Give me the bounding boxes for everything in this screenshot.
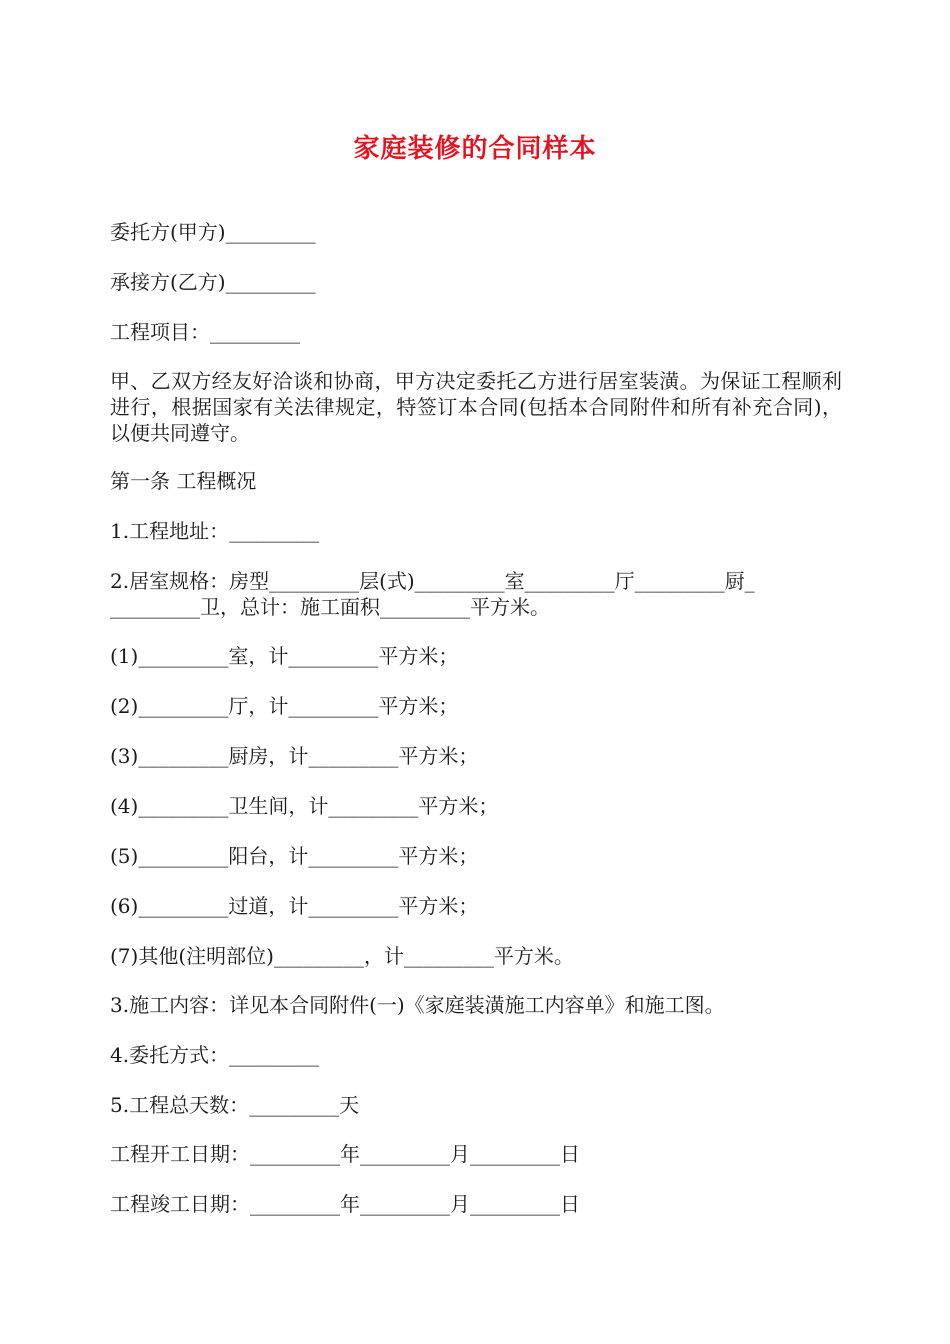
contractor-line: 承接方(乙方)_________ — [110, 270, 316, 294]
project-line: 工程项目：_________ — [110, 320, 300, 344]
content-line: 3.施工内容：详见本合同附件(一)《家庭装潢施工内容单》和施工图。 — [110, 993, 725, 1017]
start-date-line: 工程开工日期：_________年_________月_________日 — [110, 1142, 580, 1166]
room-item: (3)_________厨房，计_________平方米； — [110, 744, 479, 768]
document-title: 家庭装修的合同样本 — [353, 134, 597, 164]
room-item: (7)其他(注明部位)_________，计_________平方米。 — [110, 944, 574, 968]
room-item: (4)_________卫生间，计_________平方米； — [110, 794, 499, 818]
spec-line-1: 2.居室规格：房型_________层(式)_________室_________厅_________厨_ — [110, 569, 755, 593]
intro-paragraph: 甲、乙双方经友好洽谈和协商，甲方决定委托乙方进行居室装潢。为保证工程顺利进行，根据国家有关法律规定，特签订本合同(包括本合同附件和所有补充合同)，以便共同遵守。 — [110, 369, 842, 445]
end-date-line: 工程竣工日期：_________年_________月_________日 — [110, 1192, 580, 1216]
method-line: 4.委托方式：_________ — [110, 1043, 320, 1067]
room-item: (2)_________厅，计_________平方米； — [110, 694, 459, 718]
room-item: (6)_________过道，计_________平方米； — [110, 894, 479, 918]
room-item: (1)_________室，计_________平方米； — [110, 644, 459, 668]
client-line: 委托方(甲方)_________ — [110, 220, 316, 244]
days-line: 5.工程总天数：_________天 — [110, 1093, 360, 1117]
article1-heading: 第一条 工程概况 — [110, 469, 257, 493]
spec-line-2: _________卫，总计：施工面积_________平方米。 — [110, 595, 550, 619]
room-item: (5)_________阳台，计_________平方米； — [110, 844, 479, 868]
address-line: 1.工程地址：_________ — [110, 519, 320, 543]
